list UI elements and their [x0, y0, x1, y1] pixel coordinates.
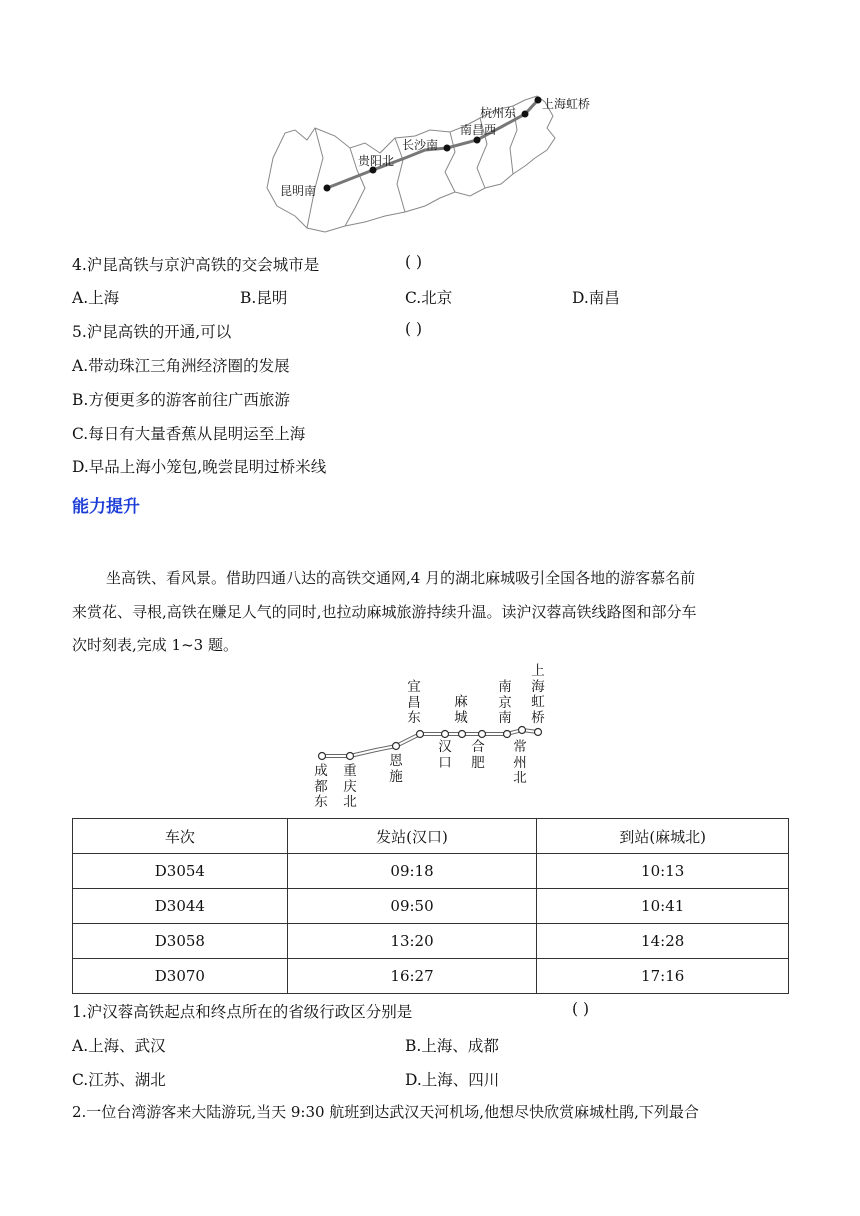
question-4-option-d: D.南昌 [572, 289, 620, 307]
question-1-stem: 1.沪汉蓉高铁起点和终点所在的省级行政区分别是 [72, 1003, 413, 1021]
route-station-changzhou-bei: 常州北 [513, 739, 527, 786]
station-label-changsha-nan: 长沙南 [402, 138, 439, 152]
station-label-shanghai-hongqiao: 上海虹桥 [542, 97, 591, 111]
table-row [73, 854, 789, 889]
station-label-nanchang-xi: 南昌西 [460, 123, 497, 137]
question-4-stem: 4.沪昆高铁与京沪高铁的交会城市是 [72, 256, 320, 274]
header-arrival: 到站(麻城北) [537, 819, 789, 854]
route-station-nanjing-nan: 南京南 [498, 679, 512, 726]
station-label-guiyang-bei: 贵阳北 [358, 154, 395, 168]
train-number: D3044 [73, 889, 288, 924]
table-row [73, 924, 789, 959]
question-5-option-a: A.带动珠江三角洲经济圈的发展 [72, 357, 290, 375]
table-row [73, 959, 789, 994]
route-station-shanghai-hongqiao: 上海虹桥 [531, 663, 545, 726]
timetable-header-row [73, 819, 789, 854]
intro-line-3: 次时刻表,完成 1~3 题。 [72, 636, 238, 654]
section-title: 能力提升 [72, 497, 140, 517]
train-number: D3054 [73, 854, 288, 889]
question-1-blank: ( ) [572, 1000, 590, 1018]
intro-line-1: 坐高铁、看风景。借助四通八达的高铁交通网,4 月的湖北麻城吸引全国各地的游客慕名前 [106, 569, 696, 587]
route-station-macheng: 麻城 [454, 694, 468, 726]
question-2-stem: 2.一位台湾游客来大陆游玩,当天 9:30 航班到达武汉天河机场,他想尽快欣赏麻城杜鹃,下列最合 [72, 1103, 699, 1121]
departure-time: 09:50 [287, 889, 537, 924]
question-1-option-a: A.上海、武汉 [72, 1037, 166, 1055]
route-station-chengdu-dong: 成都东 [314, 763, 328, 810]
question-1-option-d: D.上海、四川 [405, 1071, 500, 1089]
arrival-time: 17:16 [537, 959, 789, 994]
question-5-blank: ( ) [405, 320, 423, 338]
question-5-option-c: C.每日有大量香蕉从昆明运至上海 [72, 425, 306, 443]
intro-line-2: 来赏花、寻根,高铁在赚足人气的同时,也拉动麻城旅游持续升温。读沪汉蓉高铁线路图和部分车 [72, 603, 697, 621]
question-5-option-d: D.早品上海小笼包,晚尝昆明过桥米线 [72, 458, 327, 476]
arrival-time: 10:13 [537, 854, 789, 889]
question-4-option-b: B.昆明 [240, 289, 288, 307]
table-row [73, 889, 789, 924]
station-label-hangzhou-dong: 杭州东 [480, 106, 517, 120]
station-label-kunming-nan: 昆明南 [280, 184, 317, 198]
timetable [72, 818, 789, 994]
arrival-time: 14:28 [537, 924, 789, 959]
question-4-option-c: C.北京 [405, 289, 453, 307]
departure-time: 13:20 [287, 924, 537, 959]
question-1-option-b: B.上海、成都 [405, 1037, 499, 1055]
departure-time: 09:18 [287, 854, 537, 889]
question-4-option-a: A.上海 [72, 289, 120, 307]
question-5-stem: 5.沪昆高铁的开通,可以 [72, 323, 232, 341]
route-station-enshi: 恩施 [389, 753, 403, 785]
route-station-yichang-dong: 宜昌东 [407, 679, 421, 726]
departure-time: 16:27 [287, 959, 537, 994]
train-number: D3058 [73, 924, 288, 959]
question-4-blank: ( ) [405, 253, 423, 271]
header-train-number: 车次 [73, 819, 288, 854]
question-5-option-b: B.方便更多的游客前往广西旅游 [72, 391, 290, 409]
header-departure: 发站(汉口) [287, 819, 537, 854]
question-1-option-c: C.江苏、湖北 [72, 1071, 166, 1089]
route-station-hankou: 汉口 [438, 739, 452, 771]
train-number: D3070 [73, 959, 288, 994]
arrival-time: 10:41 [537, 889, 789, 924]
route-station-chongqing-bei: 重庆北 [343, 763, 357, 810]
route-station-hefei: 合肥 [471, 739, 485, 771]
